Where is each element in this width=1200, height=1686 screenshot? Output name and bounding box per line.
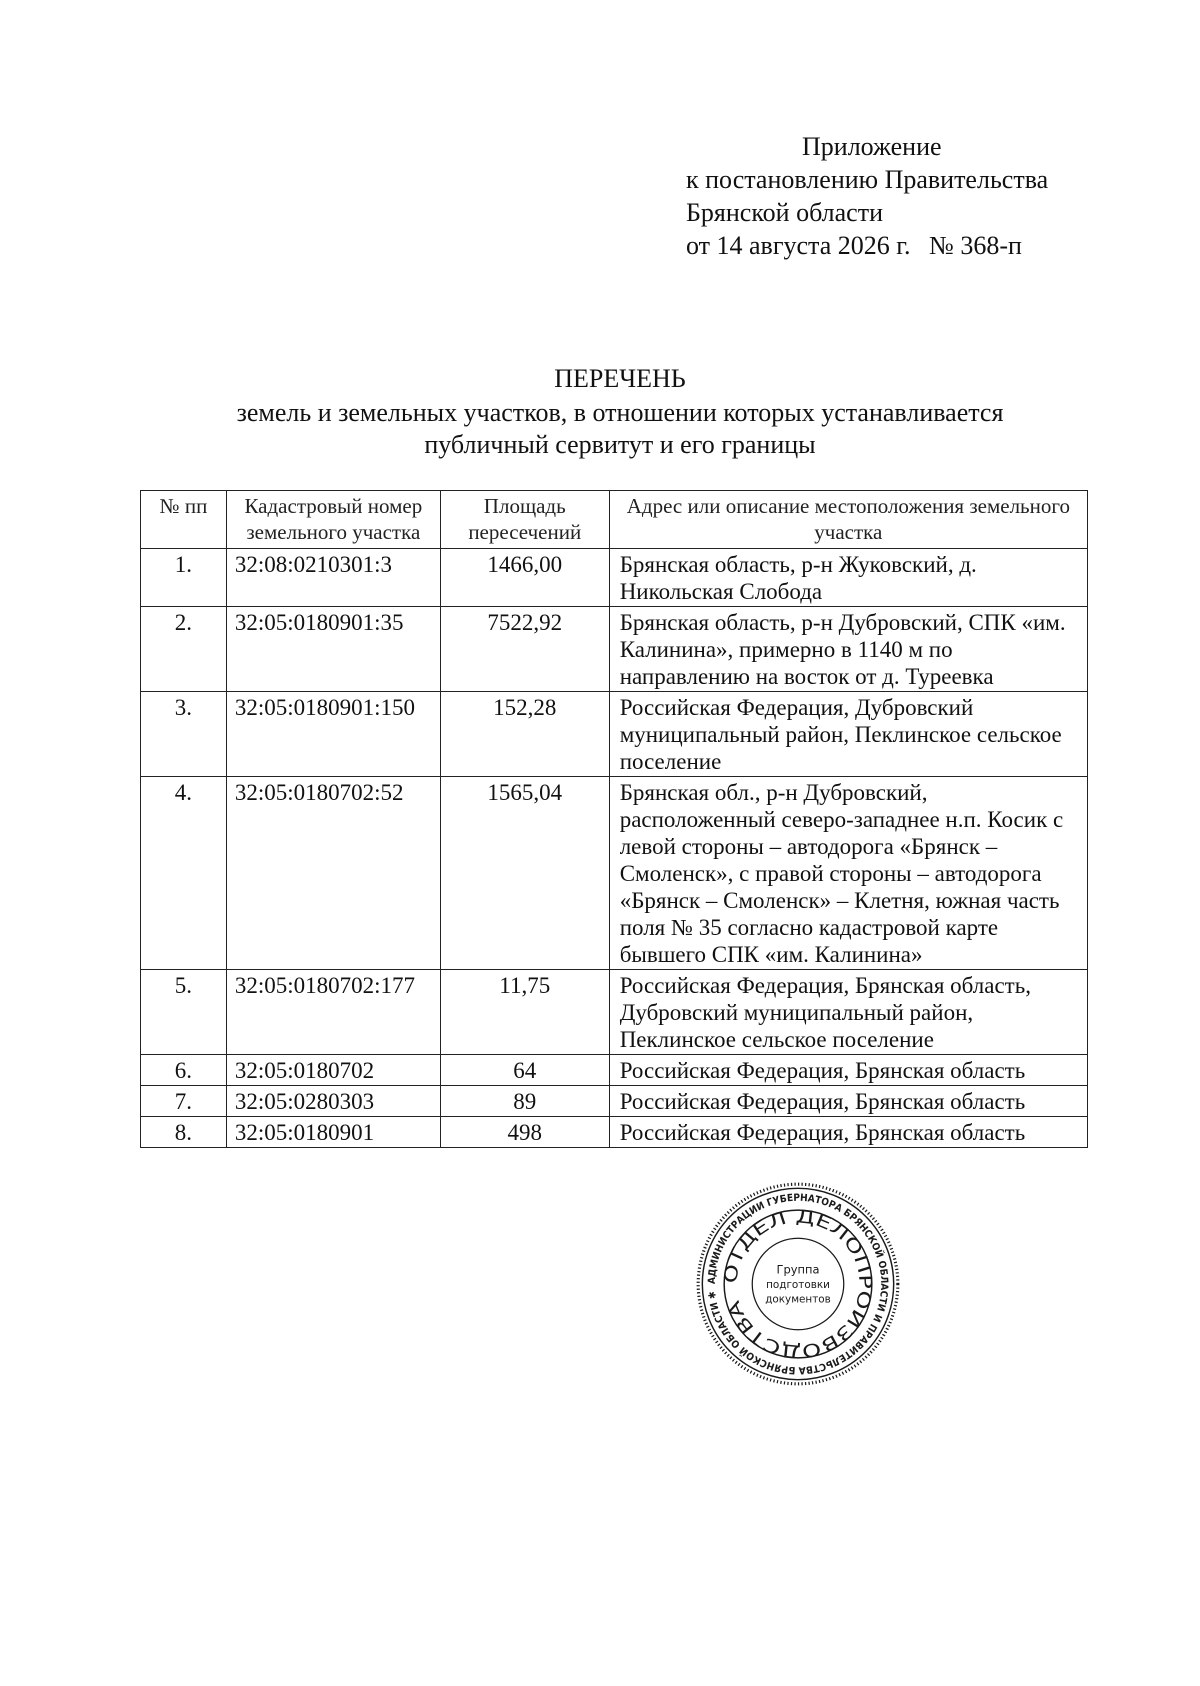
appendix-line-resolution: к постановлению Правительства [686, 165, 1049, 194]
intersection-area: 498 [440, 1117, 609, 1148]
plot-address: Российская Федерация, Брянская область, Дубровский муниципальный район, Пеклинское сельское поселение [609, 970, 1087, 1055]
row-number: 8. [141, 1117, 227, 1148]
appendix-header [686, 130, 1048, 262]
row-number: 7. [141, 1086, 227, 1117]
document-subtitle-line2: публичный сервитут и его границы [424, 430, 816, 459]
row-number: 2. [141, 607, 227, 692]
cadastral-number: 32:05:0180901:35 [226, 607, 440, 692]
table-row [141, 1117, 1088, 1148]
header-area: Площадь пересечений [440, 491, 609, 549]
plot-address: Российская Федерация, Дубровский муниципальный район, Пеклинское сельское поселение [609, 692, 1087, 777]
table-row [141, 1086, 1088, 1117]
appendix-date-line [686, 229, 1048, 262]
appendix-date: от 14 августа 2026 г. [686, 231, 911, 260]
stamp-outer-textpath: АДМИНИСТРАЦИИ ГУБЕРНАТОРА БРЯНСКОЙ ОБЛАСТИ И ПРАВИТЕЛЬСТВА БРЯНСКОЙ ОБЛАСТИ ✱ [706, 1192, 890, 1376]
row-number: 6. [141, 1055, 227, 1086]
document-title: ПЕРЕЧЕНЬ [554, 364, 686, 393]
table-row [141, 549, 1088, 607]
intersection-area: 64 [440, 1055, 609, 1086]
official-stamp [694, 1180, 902, 1388]
row-number: 3. [141, 692, 227, 777]
document-subtitle-line1: земель и земельных участков, в отношении которых устанавливается [236, 398, 1004, 427]
table-header-row [141, 491, 1088, 549]
stamp-center-line2: подготовки [766, 1279, 830, 1292]
intersection-area: 152,28 [440, 692, 609, 777]
plot-address: Российская Федерация, Брянская область [609, 1055, 1087, 1086]
cadastral-number: 32:05:0180702 [226, 1055, 440, 1086]
table-row [141, 607, 1088, 692]
stamp-inner-textpath: ОТДЕЛ ДЕЛОПРОИЗВОДСТВА [721, 1207, 875, 1361]
stamp-center-line1: Группа [776, 1262, 820, 1277]
intersection-area: 1466,00 [440, 549, 609, 607]
plot-address: Брянская обл., р-н Дубровский, расположенный северо-западнее н.п. Косик с левой стороны – автодорога «Брянск – Смоленск», с правой стороны – автодорога «Брянск – Смоленск» – Клетня, южная часть поля № 35 согласно кадастровой карте бывшего СПК «им. Калинина» [609, 777, 1087, 970]
cadastral-number: 32:08:0210301:3 [226, 549, 440, 607]
table-row [141, 1055, 1088, 1086]
land-plots-table [140, 490, 1088, 1148]
intersection-area: 1565,04 [440, 777, 609, 970]
appendix-title: Приложение [802, 132, 942, 161]
header-address: Адрес или описание местоположения земельного участка [609, 491, 1087, 549]
row-number: 1. [141, 549, 227, 607]
cadastral-number: 32:05:0180901 [226, 1117, 440, 1148]
intersection-area: 11,75 [440, 970, 609, 1055]
table-row [141, 970, 1088, 1055]
appendix-line-region: Брянской области [686, 198, 883, 227]
cadastral-number: 32:05:0180702:177 [226, 970, 440, 1055]
header-cadastral-number: Кадастровый номер земельного участка [226, 491, 440, 549]
plot-address: Брянская область, р-н Жуковский, д. Никольская Слобода [609, 549, 1087, 607]
plot-address: Российская Федерация, Брянская область [609, 1086, 1087, 1117]
appendix-number-label: № [929, 231, 954, 260]
row-number: 4. [141, 777, 227, 970]
table-row [141, 777, 1088, 970]
table-row [141, 692, 1088, 777]
plot-address: Российская Федерация, Брянская область [609, 1117, 1087, 1148]
cadastral-number: 32:05:0180702:52 [226, 777, 440, 970]
header-number: № пп [141, 491, 227, 549]
cadastral-number: 32:05:0280303 [226, 1086, 440, 1117]
document-title-block [0, 363, 1200, 461]
plot-address: Брянская область, р-н Дубровский, СПК «им. Калинина», примерно в 1140 м по направлению на восток от д. Туреевка [609, 607, 1087, 692]
intersection-area: 7522,92 [440, 607, 609, 692]
cadastral-number: 32:05:0180901:150 [226, 692, 440, 777]
stamp-center-line3: документов [765, 1293, 831, 1306]
row-number: 5. [141, 970, 227, 1055]
intersection-area: 89 [440, 1086, 609, 1117]
appendix-number: 368-п [960, 231, 1022, 260]
